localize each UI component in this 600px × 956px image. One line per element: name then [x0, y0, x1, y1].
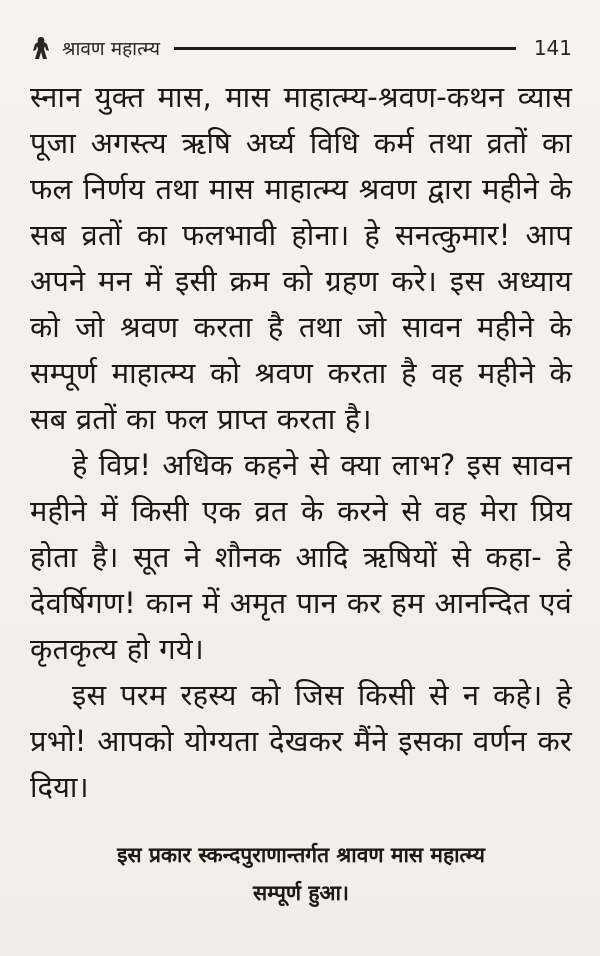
- body-text: [30, 74, 572, 810]
- running-title: श्रावण महात्म्य: [62, 38, 160, 60]
- paragraph-3: इस परम रहस्य को जिस किसी से न कहे। हे प्रभो! आपको योग्यता देखकर मैंने इसका वर्णन कर दिया।: [30, 678, 572, 804]
- colophon-line-2: सम्पूर्ण हुआ।: [253, 881, 349, 905]
- figure-emblem-icon: [30, 35, 52, 61]
- colophon-line-1: इस प्रकार स्कन्दपुराणान्तर्गत श्रावण मास महात्म्य: [117, 843, 485, 867]
- page-number: 141: [533, 36, 572, 60]
- paragraph-1: स्नान युक्त मास, मास माहात्म्य-श्रवण-कथन व्यास पूजा अगस्त्य ऋषि अर्घ्य विधि कर्म तथा व्रतों का फल निर्णय तथा मास माहात्म्य श्रवण द्वारा महीने के सब व्रतों का फलभावी होना। हे सनत्कुमार! आप अपने मन में इसी क्रम को ग्रहण करे। इस अध्याय को जो श्रवण करता है तथा जो सावन महीने के सम्पूर्ण माहात्म्य को श्रवण करता है वह महीने के सब व्रतों का फल प्राप्त करता है।: [30, 80, 572, 436]
- paragraph-2: हे विप्र! अधिक कहने से क्या लाभ? इस सावन महीने में किसी एक व्रत के करने से वह मेरा प्रिय होता है। सूत ने शौनक आदि ऋषियों से कहा- हे देवर्षिगण! कान में अमृत पान कर हम आनन्दित एवं कृतकृत्य हो गये।: [30, 448, 572, 666]
- colophon: [30, 836, 572, 912]
- running-header: [30, 28, 572, 68]
- header-rule: [174, 47, 516, 50]
